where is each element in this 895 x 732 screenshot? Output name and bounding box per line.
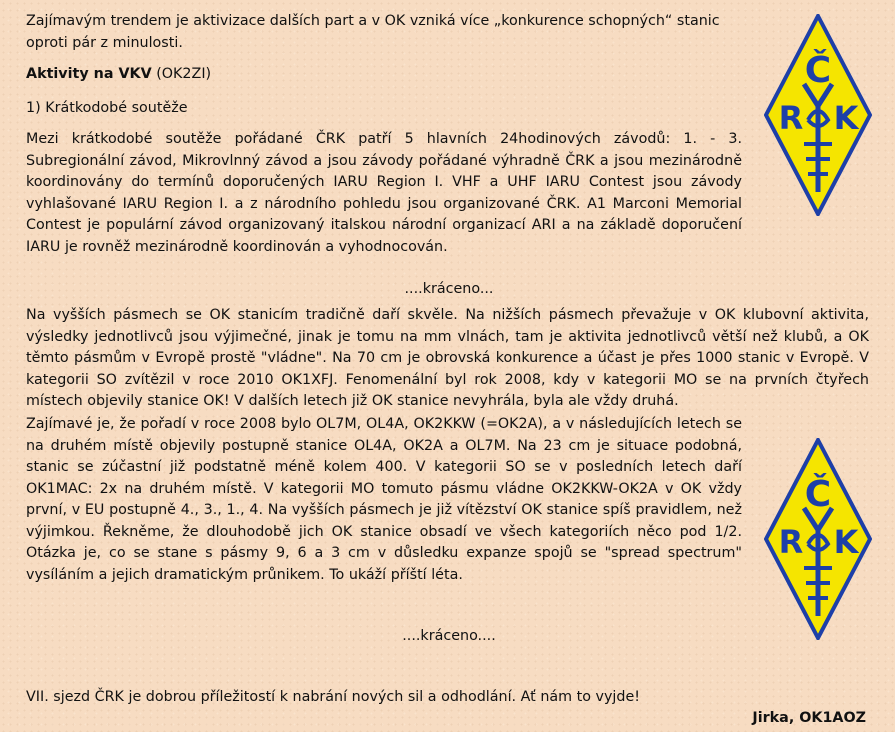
- closing-paragraph: VII. sjezd ČRK je dobrou příležitostí k nabrání nových sil a odhodlání. Ať nám to vyjde!: [26, 689, 641, 705]
- section-heading: [26, 64, 726, 86]
- paragraph-short-contests: Mezi krátkodobé soutěže pořádané ČRK patří 5 hlavních 24hodinových závodů: 1. - 3. Subregionální závod, Mikrovlnný závod a jsou závody pořádané výhradně ČRK a jsou mezinárodně koordinovány do termínů doporučených IARU Region I. VHF a UHF IARU Contest jsou závody vyhlašované IARU Region I. a z národního pohledu jsou organizované ČRK. A1 Marconi Memorial Contest je populární závod organizovaný italskou národní organizací ARI a na základě doporučení IARU je rovněž mezinárodně koordinován a vyhodnocován.: [26, 131, 742, 255]
- logo-letter-r: R: [778, 523, 804, 561]
- logo-letter-c: Č: [804, 474, 832, 515]
- intro-paragraph: Zajímavým trendem je aktivizace dalších part a v OK vzniká více „konkurence schopných“ stanic oproti pár z minulosti.: [26, 13, 720, 51]
- logo-letter-r: R: [778, 99, 804, 137]
- shortened-marker-2: ....kráceno....: [402, 628, 496, 644]
- logo-letter-c: Č: [804, 50, 832, 91]
- article: [26, 0, 872, 732]
- section-heading-author: (OK2ZI): [156, 66, 212, 82]
- crk-logo-bottom: [764, 438, 872, 640]
- shortened-marker-1: ....kráceno...: [404, 281, 494, 297]
- section-heading-title: Aktivity na VKV: [26, 66, 152, 82]
- logo-letter-k: K: [833, 99, 859, 137]
- paragraph-results-top: Na vyšších pásmech se OK stanicím tradičně daří skvěle. Na nižších pásmech převažuje v OK klubovní aktivita, výsledky jednotlivců jsou výjimečné, jinak je tomu na mm vlnách, tam je aktivita jednotlivců větší než klubů, a OK těmto pásmům v Evropě prostě "vládne". Na 70 cm je obrovská konkurence a účast je přes 1000 stanic v Evropě. V kategorii SO zvítězil v roce 2010 OK1XFJ. Fenomenální byl rok 2008, kdy v kategorii MO se na prvních čtyřech místech objevily stanice OK! V dalších letech již OK stanice nevyhrála, byla ale vždy druhá.: [26, 307, 869, 409]
- crk-logo-top: [764, 14, 872, 216]
- subheading: 1) Krátkodobé soutěže: [26, 100, 188, 116]
- crk-diamond-icon: [764, 438, 872, 640]
- crk-diamond-icon: [764, 14, 872, 216]
- signature: Jirka, OK1AOZ: [752, 710, 866, 726]
- logo-letter-k: K: [833, 523, 859, 561]
- paragraph-results-bottom: Zajímavé je, že pořadí v roce 2008 bylo OL7M, OL4A, OK2KKW (=OK2A), a v následujících letech se na druhém místě objevily postupně stanice OL4A, OK2A a OL7M. Na 23 cm je situace podobná, stanic se zúčastní již podstatně méně kolem 400. V kategorii SO se v posledních letech daří OK1MAC: 2x na druhém místě. V kategorii MO tomuto pásmu vládne OK2KKW-OK2A v OK vždy první, v EU postupně 4., 3., 1., 4. Na vyšších pásmech je již vítězství OK stanice spíš pravidlem, než výjimkou. Řekněme, že dlouhodobě jich OK stanice obsadí ve všech kategoriích něco pod 1/2. Otázka je, co se stane s pásmy 9, 6 a 3 cm v důsledku expanze spojů se "spread spectrum" vysíláním a jejich dramatickým průnikem. To ukáží příští léta.: [26, 416, 742, 583]
